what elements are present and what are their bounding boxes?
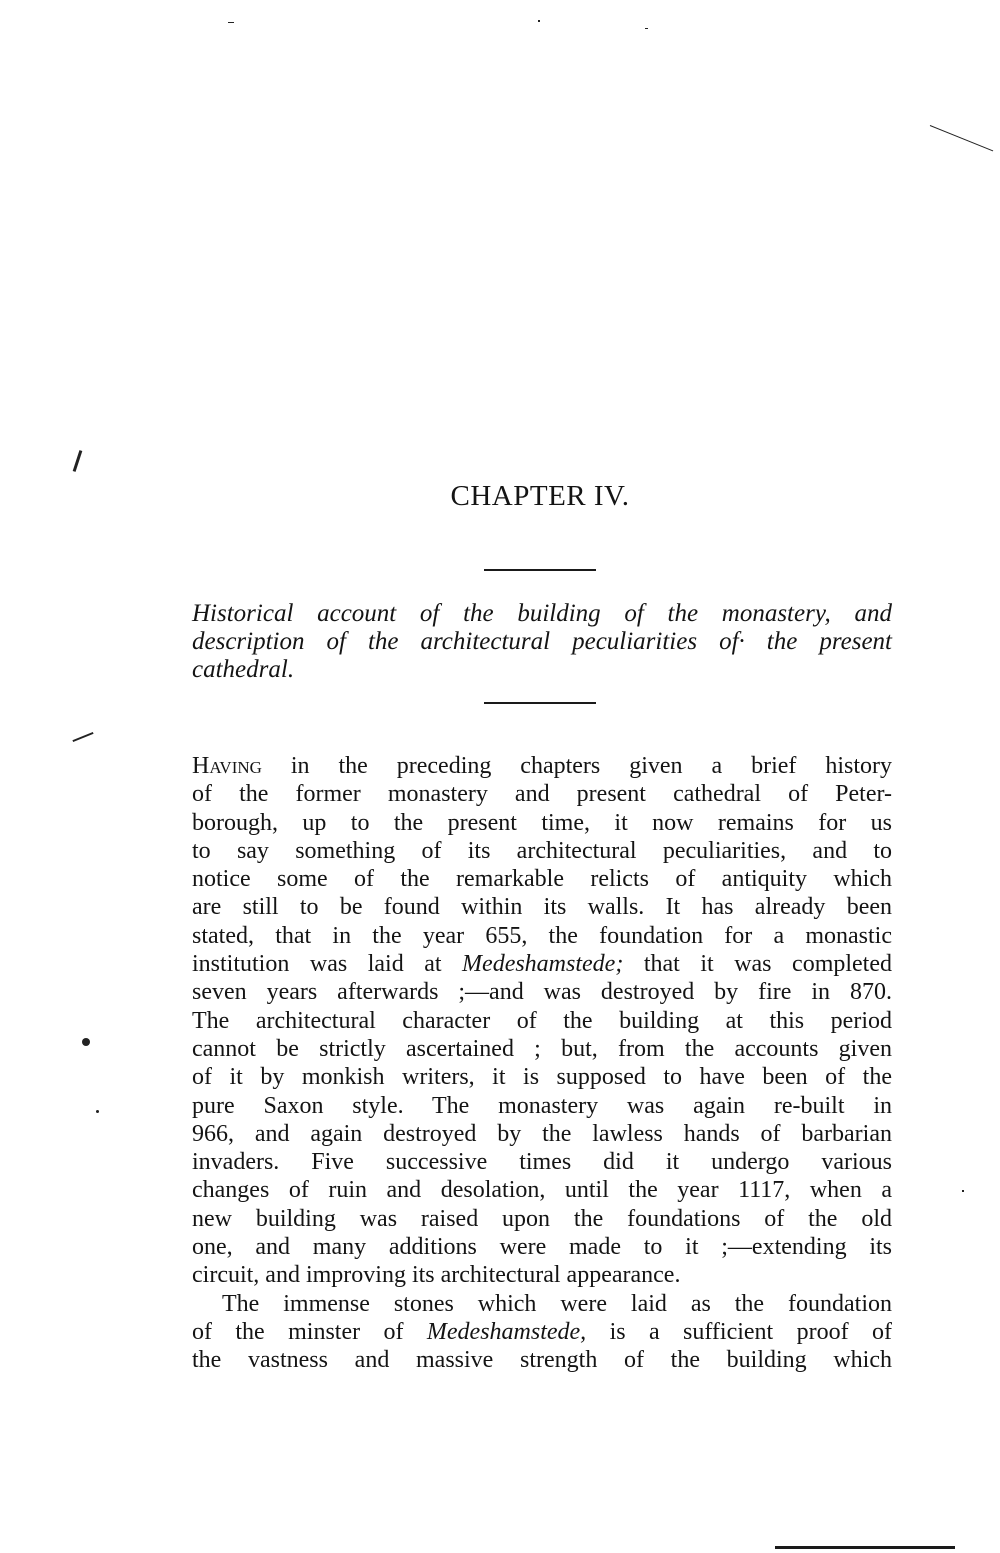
text-line bbox=[192, 950, 892, 978]
place-name: Medeshamstede; bbox=[462, 951, 624, 978]
summary-line: Historical account of the building of the monastery, and bbox=[192, 600, 892, 627]
chapter-summary bbox=[192, 600, 892, 684]
margin-mark bbox=[962, 1190, 964, 1192]
margin-mark bbox=[72, 732, 93, 742]
paragraph bbox=[192, 752, 892, 1290]
chapter-heading: CHAPTER IV. bbox=[450, 480, 630, 512]
margin-mark bbox=[538, 20, 540, 22]
summary-divider bbox=[484, 702, 596, 704]
text-line: The immense stones which were laid as the foundation bbox=[222, 1290, 892, 1317]
lead-word: Having bbox=[192, 753, 262, 779]
page-footer-rule bbox=[775, 1546, 955, 1549]
text-line: cannot be strictly ascertained ; but, from the accounts given bbox=[192, 1035, 892, 1062]
text-line: borough, up to the present time, it now remains for us bbox=[192, 809, 892, 836]
text-line: 966, and again destroyed by the lawless hands of barbarian bbox=[192, 1120, 892, 1147]
summary-line: cathedral. bbox=[192, 656, 295, 683]
text-fragment: institution was laid at bbox=[192, 951, 463, 978]
text-line: are still to be found within its walls. It has already been bbox=[192, 894, 892, 921]
text-line: stated, that in the year 655, the foundation for a monastic bbox=[192, 922, 892, 949]
text-fragment: is a sufficient proof of bbox=[586, 1318, 892, 1345]
text-line: the vastness and massive strength of the building which bbox=[192, 1347, 892, 1374]
text-line: pure Saxon style. The monastery was again re-built in bbox=[192, 1092, 892, 1119]
paragraph bbox=[192, 1290, 892, 1375]
text-fragment: that it was completed bbox=[623, 951, 892, 978]
summary-line: description of the architectural peculiarities of· the present bbox=[192, 628, 892, 655]
text-line bbox=[192, 1318, 892, 1346]
text-line: one, and many additions were made to it ;—extending its bbox=[192, 1234, 892, 1261]
margin-mark bbox=[930, 125, 993, 151]
body-text bbox=[192, 752, 892, 1375]
margin-mark bbox=[645, 28, 648, 29]
text-line: seven years afterwards ;—and was destroyed by fire in 870. bbox=[192, 979, 892, 1006]
margin-mark bbox=[82, 1038, 90, 1046]
heading-divider bbox=[484, 569, 596, 571]
margin-mark bbox=[73, 450, 83, 472]
text-line: changes of ruin and desolation, until the year 1117, when a bbox=[192, 1177, 892, 1204]
text-line: of the former monastery and present cathedral of Peter- bbox=[192, 781, 892, 808]
text-line: to say something of its architectural peculiarities, and to bbox=[192, 837, 892, 864]
text-fragment: in the preceding chapters given a brief history bbox=[261, 753, 892, 779]
text-line: notice some of the remarkable relicts of antiquity which bbox=[192, 866, 892, 893]
text-line: The architectural character of the building at this period bbox=[192, 1007, 892, 1034]
text-line bbox=[192, 752, 892, 780]
margin-mark bbox=[228, 22, 234, 23]
place-name: Medeshamstede, bbox=[426, 1318, 587, 1345]
text-line: invaders. Five successive times did it undergo various bbox=[192, 1149, 892, 1176]
text-line: new building was raised upon the foundations of the old bbox=[192, 1205, 892, 1232]
text-fragment: of the minster of bbox=[192, 1318, 427, 1345]
margin-mark bbox=[96, 1110, 99, 1113]
text-line: of it by monkish writers, it is supposed to have been of the bbox=[192, 1064, 892, 1091]
text-line: circuit, and improving its architectural appearance. bbox=[192, 1262, 681, 1289]
